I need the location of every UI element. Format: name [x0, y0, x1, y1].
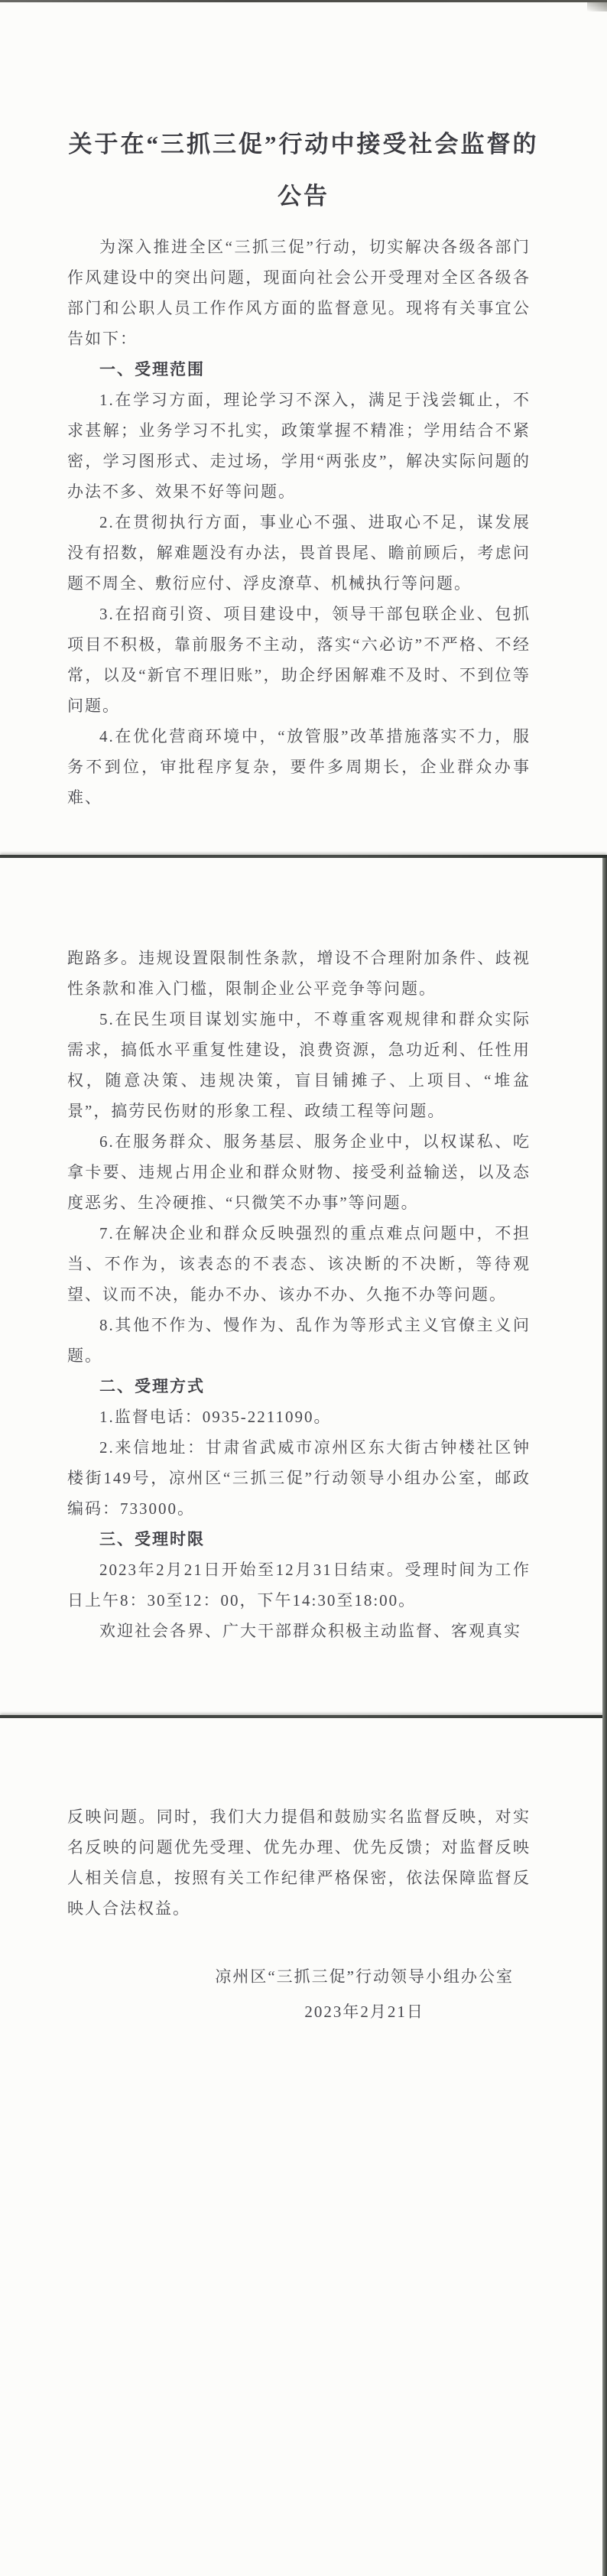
deadline-paragraph: 2023年2月21日开始至12月31日结束。受理时间为工作日上午8：30至12：00，下午14:30至18:00。	[67, 1561, 531, 1610]
scope-item-8: 8.其他不作为、慢作为、乱作为等形式主义官僚主义问题。	[67, 1316, 531, 1365]
section-heading-3: 三、受理时限	[99, 1530, 205, 1548]
document-title	[31, 119, 576, 223]
signer-name: 凉州区“三抓三促”行动领导小组办公室	[215, 1967, 514, 1986]
signature-block	[215, 1959, 514, 2029]
intro-paragraph: 为深入推进全区“三抓三促”行动，切实解决各级各部门作风建设中的突出问题，现面向社会公开受理对全区各级各部门和公职人员工作作风方面的监督意见。现将有关事宜公告如下：	[67, 238, 531, 348]
document-title-line-2: 公告	[278, 183, 329, 210]
scope-item-4-part-1: 4.在优化营商环境中，“放管服”改革措施落实不力，服务不到位，审批程序复杂，要件多周期长，企业群众办事难、	[67, 727, 531, 807]
closing-paragraph-part-1: 欢迎社会各界、广大干部群众积极主动监督、客观真实	[99, 1622, 521, 1640]
page-1-body	[67, 232, 531, 813]
section-heading-2: 二、受理方式	[99, 1377, 205, 1395]
scope-item-5: 5.在民生项目谋划实施中，不尊重客观规律和群众实际需求，搞低水平重复性建设，浪费资源，急功近利、任性用权，随意决策、违规决策，盲目铺摊子、上项目、“堆盆景”，搞劳民伤财的形象工程、政绩工程等问题。	[67, 1010, 531, 1120]
scope-item-2: 2.在贯彻执行方面，事业心不强、进取心不足，谋发展没有招数，解难题没有办法，畏首畏尾、瞻前顾后，考虑问题不周全、敷衍应付、浮皮潦草、机械执行等问题。	[67, 513, 531, 593]
signature-date: 2023年2月21日	[304, 2003, 424, 2021]
scope-item-7: 7.在解决企业和群众反映强烈的重点难点问题中，不担当、不作为，该表态的不表态、该决断的不决断，等待观望、议而不决，能办不办、该办不办、久拖不办等问题。	[67, 1224, 531, 1304]
scope-item-4-part-2: 跑路多。违规设置限制性条款，增设不合理附加条件、歧视性条款和准入门槛，限制企业公平竞争等问题。	[67, 949, 531, 998]
scope-item-1: 1.在学习方面，理论学习不深入，满足于浅尝辄止，不求甚解；业务学习不扎实，政策掌握不精准；学用结合不紧密，学习图形式、走过场，学用“两张皮”，解决实际问题的办法不多、效果不好等问题。	[67, 391, 531, 501]
page-3-body	[67, 1801, 531, 1924]
method-mail-address: 2.来信地址：甘肃省武威市凉州区东大街古钟楼社区钟楼街149号，凉州区“三抓三促”行动领导小组办公室，邮政编码：733000。	[67, 1438, 531, 1518]
scope-item-6: 6.在服务群众、服务基层、服务企业中，以权谋私、吃拿卡要、违规占用企业和群众财物、接受利益输送，以及态度恶劣、生冷硬推、“只微笑不办事”等问题。	[67, 1132, 531, 1212]
section-heading-1: 一、受理范围	[99, 360, 205, 378]
document-title-line-1: 关于在“三抓三促”行动中接受社会监督的	[68, 131, 539, 158]
page-2-body	[67, 943, 531, 1646]
method-phone: 1.监督电话：0935-2211090。	[99, 1408, 332, 1426]
closing-paragraph-part-2: 反映问题。同时，我们大力提倡和鼓励实名监督反映，对实名反映的问题优先受理、优先办理、优先反馈；对监督反映人相关信息，按照有关工作纪律严格保密，依法保障监督反映人合法权益。	[67, 1808, 531, 1918]
scope-item-3: 3.在招商引资、项目建设中，领导干部包联企业、包抓项目不积极，靠前服务不主动，落实“六必访”不严格、不经常，以及“新官不理旧账”，助企纾困解难不及时、不到位等问题。	[67, 605, 531, 715]
